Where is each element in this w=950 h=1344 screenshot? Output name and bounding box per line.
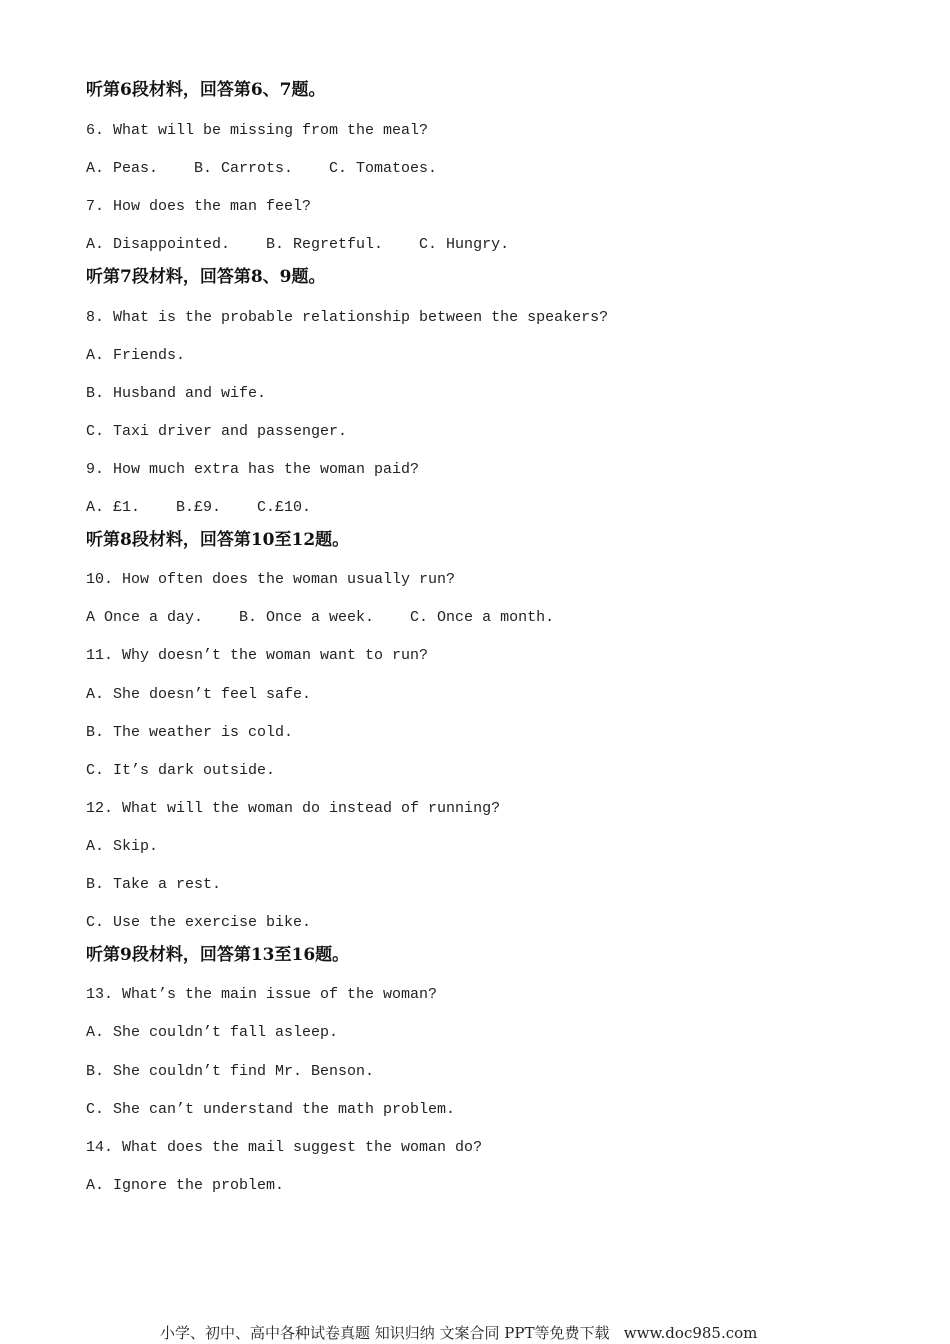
option-12-a: A. Skip. [86,838,159,855]
section-heading-6: 听第6段材料，回答第6、7题。 [86,80,326,100]
options-9: A. £1. B.£9. C.£10. [86,499,312,516]
section-heading-9: 听第9段材料，回答第13至16题。 [86,945,350,965]
options-6: A. Peas. B. Carrots. C. Tomatoes. [86,160,438,177]
question-8: 8. What is the probable relationship between the speakers? [86,309,609,326]
option-11-b: B. The weather is cold. [86,724,294,741]
question-13: 13. What’s the main issue of the woman? [86,986,438,1003]
options-10: A Once a day. B. Once a week. C. Once a month. [86,609,555,626]
question-9: 9. How much extra has the woman paid? [86,461,420,478]
option-8-b: B. Husband and wife. [86,385,267,402]
page-footer: 小学、初中、高中各种试卷真题 知识归纳 文案合同 PPT等免费下载 www.doc985.com [160,1324,758,1342]
option-14-a: A. Ignore the problem. [86,1177,285,1194]
question-6: 6. What will be missing from the meal? [86,122,429,139]
options-7: A. Disappointed. B. Regretful. C. Hungry. [86,236,510,253]
option-13-a: A. She couldn’t fall asleep. [86,1024,339,1041]
option-8-c: C. Taxi driver and passenger. [86,423,348,440]
section-heading-8: 听第8段材料，回答第10至12题。 [86,530,350,550]
option-12-b: B. Take a rest. [86,876,222,893]
question-7: 7. How does the man feel? [86,198,312,215]
option-11-c: C. It’s dark outside. [86,762,276,779]
option-12-c: C. Use the exercise bike. [86,914,312,931]
section-heading-7: 听第7段材料，回答第8、9题。 [86,267,326,287]
option-8-a: A. Friends. [86,347,186,364]
option-13-c: C. She can’t understand the math problem. [86,1101,456,1118]
option-13-b: B. She couldn’t find Mr. Benson. [86,1063,375,1080]
question-12: 12. What will the woman do instead of running? [86,800,501,817]
question-14: 14. What does the mail suggest the woman do? [86,1139,483,1156]
question-10: 10. How often does the woman usually run? [86,571,456,588]
question-11: 11. Why doesn’t the woman want to run? [86,647,429,664]
option-11-a: A. She doesn’t feel safe. [86,686,312,703]
